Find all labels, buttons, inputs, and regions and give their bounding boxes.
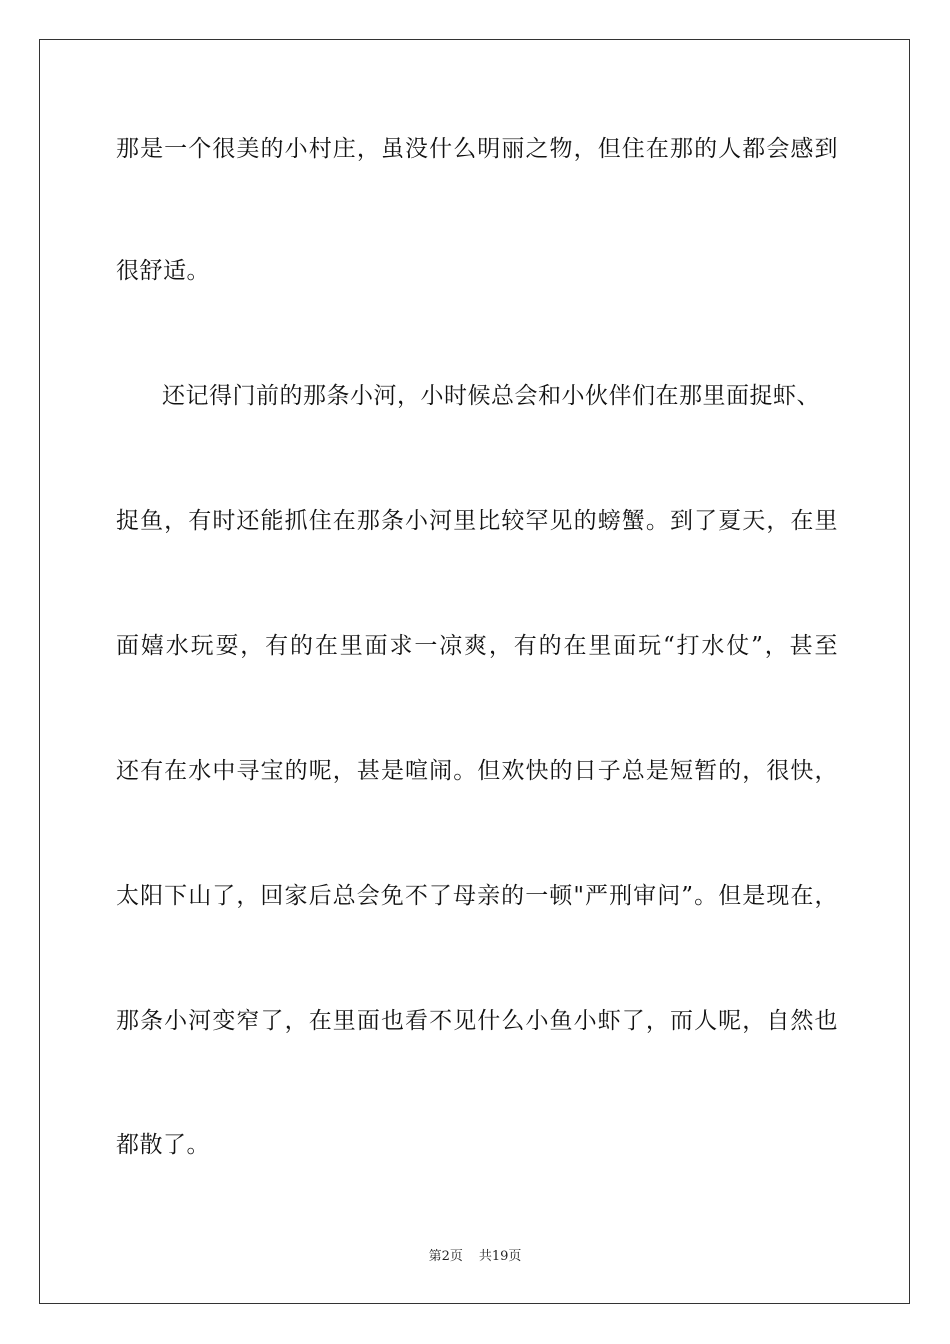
page-frame	[39, 39, 910, 1304]
text-line: 面嬉水玩耍，有的在里面求一凉爽，有的在里面玩“打水仗”，甚至	[116, 633, 838, 659]
text-line: 还记得门前的那条小河，小时候总会和小伙伴们在那里面捉虾、	[162, 383, 820, 409]
text-line: 都散了。	[116, 1132, 210, 1158]
text-line: 捉鱼，有时还能抓住在那条小河里比较罕见的螃蟹。到了夏天，在里	[116, 508, 838, 534]
text-line: 太阳下山了，回家后总会免不了母亲的一顿"严刑审问”。但是现在，	[116, 883, 838, 909]
page-footer	[0, 1245, 950, 1264]
page-total: 共19页	[478, 1249, 522, 1264]
text-line: 还有在水中寻宝的呢，甚是喧闹。但欢快的日子总是短暂的，很快，	[116, 758, 838, 784]
page-number: 第2页	[428, 1249, 463, 1264]
text-line: 那条小河变窄了，在里面也看不见什么小鱼小虾了，而人呢，自然也	[116, 1008, 838, 1034]
text-line: 那是一个很美的小村庄，虽没什么明丽之物，但住在那的人都会感到	[116, 136, 838, 162]
text-line: 很舒适。	[116, 258, 210, 284]
